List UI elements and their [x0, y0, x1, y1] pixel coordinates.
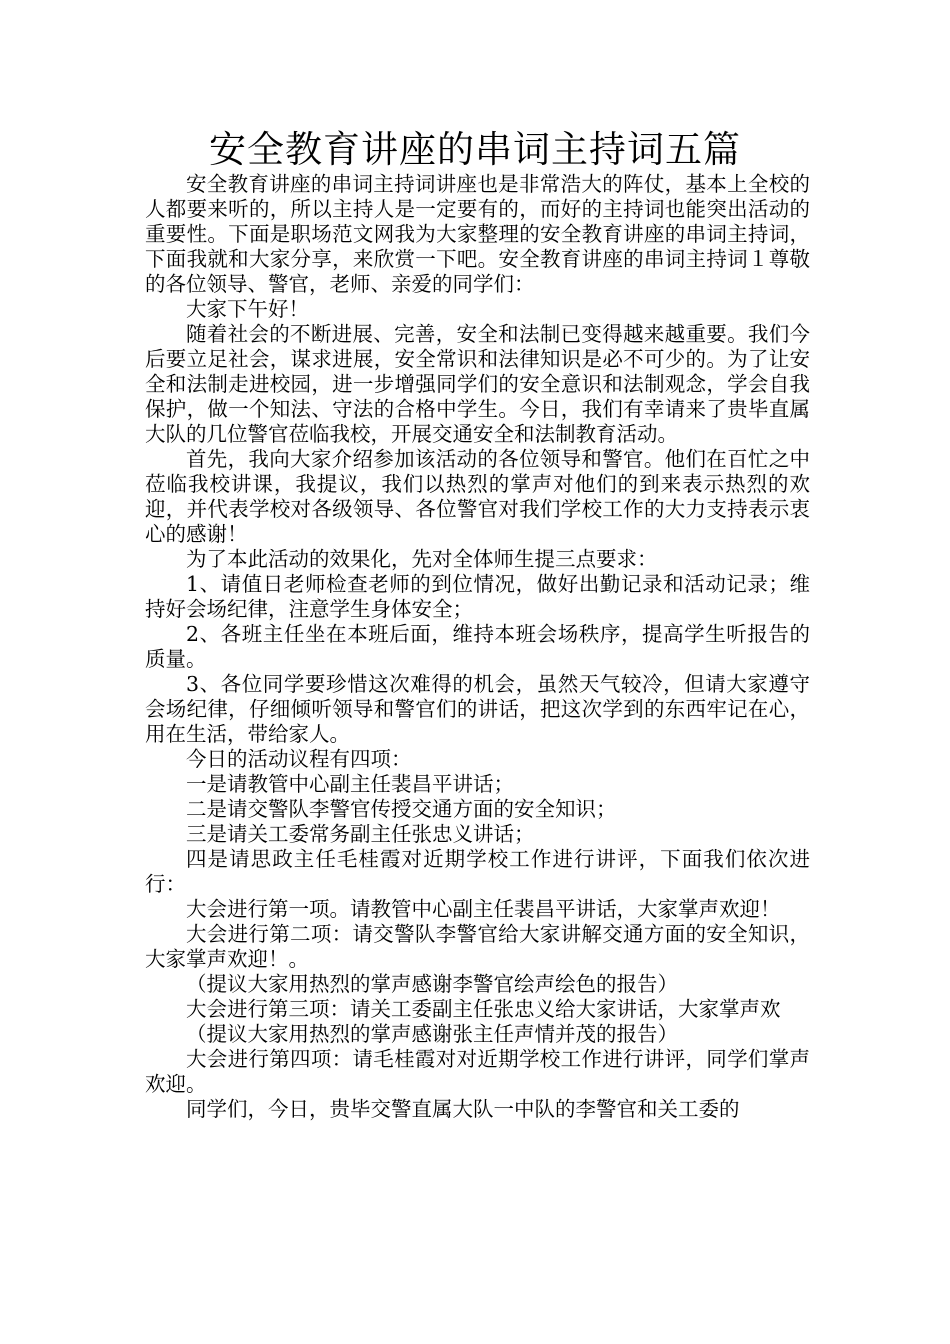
paragraph-item-2: 大会进行第二项：请交警队李警官给大家讲解交通方面的安全知识，大家掌声欢迎！。 [145, 922, 810, 971]
paragraph-agenda-3: 三是请关工委常务副主任张忠义讲话； [186, 822, 535, 846]
paragraph-agenda-1: 一是请教管中心副主任裴昌平讲话； [186, 772, 514, 796]
paragraph-agenda-lead: 今日的活动议程有四项： [186, 747, 412, 771]
paragraph-note-1: （提议大家用热烈的掌声感谢李警官绘声绘色的报告） [186, 972, 678, 996]
paragraph-agenda-2: 二是请交警队李警官传授交通方面的安全知识； [186, 797, 617, 821]
paragraph-requirement-2: 2、各班主任坐在本班后面，维持本班会场秩序，提高学生听报告的质量。 [145, 622, 810, 671]
paragraph-intro: 安全教育讲座的串词主持词讲座也是非常浩大的阵仗，基本上全校的人都要来听的，所以主持人是一定要有的，而好的主持词也能突出活动的重要性。下面是职场范文网我为大家整理的安全教育讲座的串词主持词，下面我就和大家分享，来欣赏一下吧。安全教育讲座的串词主持词１尊敬的各位领导、警官，老师、亲爱的同学们： [145, 172, 810, 296]
document-title: 安全教育讲座的串词主持词五篇 [209, 128, 741, 171]
paragraph-agenda-4: 四是请思政主任毛桂霞对近期学校工作进行讲评，下面我们依次进行： [145, 847, 810, 896]
paragraph-requirement-1: 1、请值日老师检查老师的到位情况，做好出勤记录和活动记录；维持好会场纪律，注意学生身体安全； [145, 572, 810, 621]
paragraph-closing: 同学们，今日，贵毕交警直属大队一中队的李警官和关工委的 [186, 1097, 740, 1121]
paragraph-introduction-guests: 首先，我向大家介绍参加该活动的各位领导和警官。他们在百忙之中莅临我校讲课，我提议，我们以热烈的掌声对他们的到来表示热烈的欢迎，并代表学校对各级领导、各位警官对我们学校工作的大力支持表示衷心的感谢！ [145, 447, 810, 546]
document-body [145, 172, 810, 1122]
paragraph-note-2: （提议大家用热烈的掌声感谢张主任声情并茂的报告） [186, 1022, 678, 1046]
paragraph-item-1: 大会进行第一项。请教管中心副主任裴昌平讲话，大家掌声欢迎！ [186, 897, 781, 921]
paragraph-item-4: 大会进行第四项：请毛桂霞对对近期学校工作进行讲评，同学们掌声欢迎。 [145, 1047, 810, 1096]
paragraph-requirements-lead: 为了本此活动的效果化，先对全体师生提三点要求： [186, 547, 658, 571]
paragraph-greeting: 大家下午好！ [186, 297, 309, 321]
paragraph-item-3: 大会进行第三项：请关工委副主任张忠义给大家讲话，大家掌声欢 [186, 997, 781, 1021]
paragraph-background: 随着社会的不断进展、完善，安全和法制已变得越来越重要。我们今后要立足社会，谋求进展，安全常识和法律知识是必不可少的。为了让安全和法制走进校园，进一步增强同学们的安全意识和法制观念，学会自我保护，做一个知法、守法的合格中学生。今日，我们有幸请来了贵毕直属大队的几位警官莅临我校，开展交通安全和法制教育活动。 [145, 322, 810, 446]
paragraph-requirement-3: 3、各位同学要珍惜这次难得的机会，虽然天气较冷，但请大家遵守会场纪律，仔细倾听领导和警官们的讲话，把这次学到的东西牢记在心，用在生活，带给家人。 [145, 672, 810, 746]
